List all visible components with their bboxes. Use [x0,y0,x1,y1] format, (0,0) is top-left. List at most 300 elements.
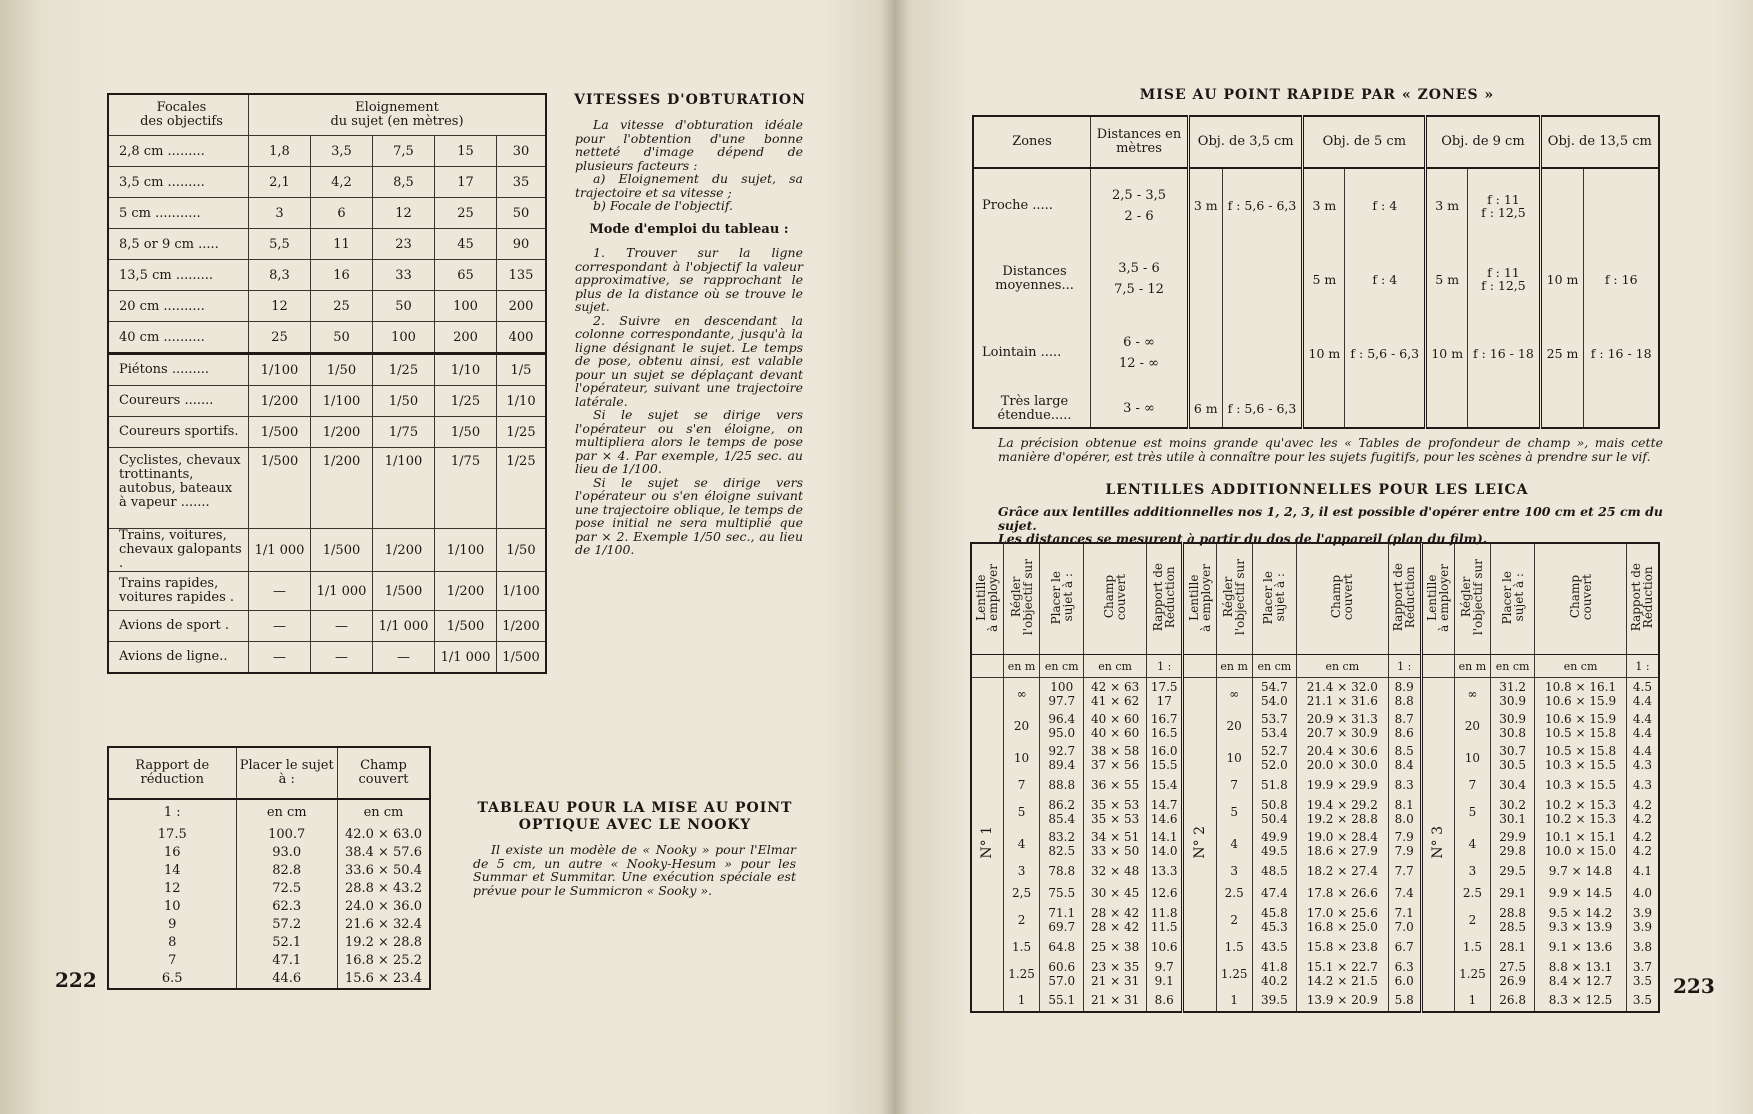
field-cell [1084,990,1147,1012]
ratio-cell [1146,828,1183,860]
speed-cell: 1/25 [435,386,497,417]
field-cell [1084,774,1147,796]
focal-label: 13,5 cm ......... [108,260,249,291]
lentilles-header-row [971,543,1659,655]
field-cell [1084,882,1147,904]
speed-cell: 1/200 [373,529,435,572]
lentilles-header-cell [1535,543,1627,655]
field-value: 28 × 42 [1091,905,1140,920]
focal-label: 3,5 cm ......... [108,167,249,198]
distance-cell: 6 [311,198,373,229]
place-header: Placer le sujet à : [236,747,337,799]
field-cell [1296,882,1388,904]
ratio-value: 6.7 [1394,939,1414,954]
ratio-value: 4.1 [1632,863,1652,878]
speed-cell: 1/75 [435,448,497,529]
distance-cell: 400 [497,322,547,354]
ratio-cell [1146,936,1183,958]
ratio-value: 4.4 [1632,693,1652,708]
reduction-cell: 10 [163,899,181,914]
zones-header-cell: Obj. de 13,5 cm [1540,116,1659,168]
ratio-cell [1626,882,1659,904]
place-value: 54.0 [1261,693,1288,708]
reduction-cell: 6.5 [161,971,183,986]
zone-value [1189,242,1223,316]
zone-distances [1091,390,1189,428]
field-value: 15.8 × 23.8 [1306,939,1378,954]
speed-cell: 1/200 [311,448,373,529]
place-cell [1491,904,1535,936]
unit-cell: en cm [236,799,337,826]
speed-cell: 1/100 [435,529,497,572]
zone-value: f : 4 [1345,168,1426,242]
setting-cell: ∞ [1003,678,1039,710]
ratio-cell [1388,936,1421,958]
field-cell [1296,796,1388,828]
place-cell [1252,882,1296,904]
distance-cell: 7,5 [373,136,435,167]
ratio-cell [1626,904,1659,936]
field-value: 16.8 × 25.0 [1306,919,1378,934]
subject-row [108,448,546,529]
zone-value [1540,168,1584,242]
field-header: Champ couvert [337,747,430,799]
place-value: 92.7 [1048,743,1076,758]
place-value: 40.2 [1261,973,1288,988]
ratio-cell [1626,860,1659,882]
lentilles-header-cell [1454,543,1490,655]
setting-cell: 5 [1454,796,1490,828]
ratio-cell [1146,710,1183,742]
lentilles-row [971,796,1659,828]
subject-row [108,642,546,674]
place-cell [1491,710,1535,742]
vitesses-text: La vitesse d'obturation idéale pour l'obtention d'une bonne netteté d'image dépend de plusieurs facteurs : a) Eloignement du sujet, sa trajectoire et sa vitesse ; b) Focale de l'objectif. Mode d'emploi du tableau : 1. Trouver sur la ligne correspondant à l'objectif la valeur approximative, se rapprochant le plus de la distance où se trouve le sujet. 2. Suivre en descendant la colonne correspondante, jusqu'à la ligne désignant le sujet. Le temps de pose, obtenu ainsi, est valable pour un sujet se déplaçant devant l'opérateur, suivant une trajectoire latérale. Si le sujet se dirige vers l'opérateur ou s'en éloigne, on multipliera alors le temps de pose par × 4. Par exemple, 1/25 sec. au lieu de 1/100. Si le sujet se dirige vers l'opérateur ou s'en éloigne suivant une trajectoire oblique, le temps de pose initial ne sera multiplié que par × 2. Exemple 1/50 sec., au lieu de 1/100. [575,117,803,557]
reduction-cell: 17.5 [157,827,187,842]
unit-cell: en m [1454,655,1490,678]
field-cell [1535,958,1627,990]
distance-cell: 50 [311,322,373,354]
subject-row [108,529,546,572]
zones-header-cell: Zones [973,116,1091,168]
ratio-value: 12.6 [1150,885,1178,900]
speed-cell: 1/100 [497,572,547,611]
ratio-cell [1388,710,1421,742]
field-cell [1084,742,1147,774]
ratio-value: 4.0 [1632,885,1652,900]
place-cell [1491,742,1535,774]
subject-row [108,611,546,642]
place-cell [1491,990,1535,1012]
subject-row [108,417,546,448]
zone-label: Proche ..... [982,197,1053,213]
field-cell [1084,828,1147,860]
subject-label: Trains, voitures, chevaux galopants . [108,529,249,572]
lentilles-row [971,828,1659,860]
place-value: 53.7 [1261,711,1288,726]
field-value: 17.8 × 26.6 [1306,885,1378,900]
reduction-cell: 82.8 [236,862,337,880]
vertical-header: Lentille à employer [1425,563,1452,632]
field-value: 9.5 × 14.2 [1548,905,1613,920]
zone-value: 10 m [1303,316,1345,390]
field-value: 21 × 31 [1091,973,1140,988]
speed-cell: — [311,642,373,674]
ratio-value: 4.3 [1632,757,1652,772]
reduction-cell: 44.6 [236,970,337,989]
ratio-cell [1146,882,1183,904]
distance-cell: 35 [497,167,547,198]
distance-cell: 25 [435,198,497,229]
lentilles-header-cell [1183,543,1216,655]
lens-number [1421,678,1454,1012]
ratio-cell [1626,828,1659,860]
field-value: 34 × 51 [1091,829,1140,844]
vertical-header: Placer le sujet à : [1499,570,1526,625]
ratio-value: 7.9 [1394,843,1414,858]
setting-cell: 5 [1216,796,1252,828]
distance-cell: 65 [435,260,497,291]
reduction-cell: 19.2 × 28.8 [337,934,430,952]
field-value: 17.0 × 25.6 [1306,905,1378,920]
place-cell [1491,678,1535,710]
setting-cell: 3 [1003,860,1039,882]
speed-cell: — [249,642,311,674]
lentilles-row [971,958,1659,990]
zone-value: f : 16 - 18 [1584,316,1659,390]
place-value: 45.3 [1261,919,1288,934]
place-value: 29.5 [1499,863,1526,878]
ratio-value: 8.7 [1394,711,1414,726]
speed-cell: 1/200 [435,572,497,611]
ratio-cell [1388,796,1421,828]
page-number-left: 222 [55,968,97,992]
place-cell [1252,904,1296,936]
place-value: 26.9 [1499,973,1526,988]
ratio-value: 8.4 [1394,757,1414,772]
field-cell [1084,678,1147,710]
zone-value: f : 4 [1345,242,1426,316]
place-cell [1252,678,1296,710]
distance-cell: 200 [497,291,547,322]
speed-cell: 1/1 000 [311,572,373,611]
field-cell [1084,860,1147,882]
ratio-value: 5.8 [1394,993,1414,1007]
setting-cell: 1.5 [1454,936,1490,958]
distance-cell: 3,5 [311,136,373,167]
setting-cell: 10 [1216,742,1252,774]
distance-cell: 200 [435,322,497,354]
ratio-value: 15.5 [1150,757,1178,772]
place-value: 30.1 [1499,811,1526,826]
setting-cell: 20 [1454,710,1490,742]
setting-cell: 3 [1454,860,1490,882]
zone-value: 6 m [1189,390,1223,428]
unit-cell: en m [1216,655,1252,678]
field-value: 14.2 × 21.5 [1306,973,1378,988]
ratio-value: 4.2 [1632,829,1652,844]
distance-cell: 23 [373,229,435,260]
page-number-right: 223 [1673,974,1715,998]
field-cell [1296,936,1388,958]
ratio-value: 6.3 [1394,959,1414,974]
place-value: 53.4 [1261,725,1288,740]
reduction-cell: 93.0 [236,844,337,862]
ratio-value: 4.4 [1632,725,1652,740]
place-value: 30.7 [1499,743,1526,758]
speed-cell: 1/100 [373,448,435,529]
ratio-cell [1146,774,1183,796]
ratio-cell [1626,710,1659,742]
lens-label: N° 2 [1192,826,1208,860]
place-cell [1040,904,1084,936]
place-value: 30.9 [1499,693,1526,708]
focal-row [108,198,546,229]
place-value: 28.5 [1499,919,1526,934]
setting-cell: 10 [1003,742,1039,774]
lentilles-row [971,904,1659,936]
vertical-header: Champ couvert [1567,574,1594,621]
field-value: 10.3 × 15.5 [1544,757,1617,772]
shutter-speed-table [107,93,547,674]
reduction-cell: 47.1 [236,952,337,970]
place-cell [1040,860,1084,882]
ratio-cell [1626,936,1659,958]
zones-header-cell: Obj. de 5 cm [1303,116,1426,168]
unit-cell [1183,655,1216,678]
distance-cell: 100 [373,322,435,354]
lentilles-header-cell [1421,543,1454,655]
field-cell [1084,936,1147,958]
reduction-cell: 16 [163,845,181,860]
place-cell [1040,678,1084,710]
ratio-value: 13.3 [1150,863,1178,878]
field-cell [1535,828,1627,860]
ratio-value: 8.9 [1394,679,1414,694]
subject-label: Piétons ......... [108,354,249,386]
focal-row [108,291,546,322]
ratio-value: 8.6 [1154,993,1174,1007]
ratio-value: 7.4 [1394,885,1414,900]
focal-row [108,229,546,260]
field-value: 38 × 58 [1091,743,1140,758]
reduction-cell: 24.0 × 36.0 [337,898,430,916]
place-value: 26.8 [1499,993,1526,1007]
field-cell [1535,904,1627,936]
speed-cell: 1/25 [373,354,435,386]
speed-cell: — [249,572,311,611]
place-cell [1252,860,1296,882]
unit-cell: en cm [1252,655,1296,678]
distance-cell: 4,2 [311,167,373,198]
table-row [108,970,430,989]
distance-header: Eloignement du sujet (en mètres) [249,94,547,136]
vertical-header: Placer le sujet à : [1261,570,1288,625]
field-value: 10.2 × 15.3 [1544,811,1617,826]
place-cell [1040,774,1084,796]
speed-cell: 1/5 [497,354,547,386]
lentilles-header-cell [1491,543,1535,655]
ratio-cell [1388,860,1421,882]
distance-range: 3,5 - 6 [1118,261,1160,276]
unit-cell: en cm [337,799,430,826]
table-row [108,934,430,952]
zones-header-cell: Obj. de 3,5 cm [1189,116,1303,168]
vitesses-title: VITESSES D'OBTURATION [574,92,806,108]
setting-cell: 2.5 [1454,882,1490,904]
field-value: 20.9 × 31.3 [1306,711,1378,726]
field-value: 35 × 53 [1091,811,1140,826]
field-value: 10.2 × 15.3 [1544,797,1617,812]
distance-range: 6 - ∞ [1123,335,1155,350]
ratio-value: 3.9 [1632,905,1652,920]
zone-value: f : 16 - 18 [1468,316,1541,390]
reduction-cell: 100.7 [236,826,337,844]
field-value: 13.9 × 20.9 [1306,993,1378,1007]
setting-cell: 1.25 [1003,958,1039,990]
zone-value: f : 5,6 - 6,3 [1222,168,1303,242]
field-value: 18.6 × 27.9 [1306,843,1378,858]
ratio-cell [1146,796,1183,828]
setting-cell: 2 [1216,904,1252,936]
ratio-value: 10.6 [1150,939,1178,954]
field-value: 10.1 × 15.1 [1544,829,1617,844]
lentilles-row [971,774,1659,796]
place-value: 95.0 [1048,725,1076,740]
field-cell [1535,882,1627,904]
subject-label: Trains rapides, voitures rapides . [108,572,249,611]
place-cell [1040,882,1084,904]
zone-row [973,390,1659,428]
unit-cell: en cm [1296,655,1388,678]
reduction-cell: 33.6 × 50.4 [337,862,430,880]
ratio-value: 4.2 [1632,797,1652,812]
place-cell [1491,882,1535,904]
field-value: 25 × 38 [1091,939,1140,954]
place-value: 71.1 [1048,905,1076,920]
field-value: 21.4 × 32.0 [1306,679,1378,694]
place-cell [1040,796,1084,828]
place-value: 85.4 [1048,811,1076,826]
subject-label: Avions de ligne.. [108,642,249,674]
zone-label: Lointain ..... [982,345,1062,360]
table-row [108,916,430,934]
ratio-value: 8.1 [1394,797,1414,812]
unit-cell: en cm [1535,655,1627,678]
speed-cell: — [373,642,435,674]
zone-value [1540,390,1584,428]
setting-cell: ∞ [1216,678,1252,710]
ratio-value: 7.0 [1394,919,1414,934]
zone-value [1468,390,1541,428]
setting-cell: 20 [1003,710,1039,742]
speed-cell: — [249,611,311,642]
ratio-value: 7.1 [1394,905,1414,920]
place-cell [1491,828,1535,860]
ratio-value: 11.8 [1150,905,1178,920]
field-cell [1084,796,1147,828]
focal-row [108,260,546,291]
place-value: 100 [1050,679,1074,694]
zones-title: MISE AU POINT RAPIDE PAR « ZONES » [1139,87,1495,103]
place-cell [1040,742,1084,774]
speed-cell: 1/50 [497,529,547,572]
place-value: 75.5 [1048,885,1076,900]
table-row [108,880,430,898]
field-value: 19.4 × 29.2 [1306,797,1378,812]
ratio-value: 3.5 [1632,973,1652,988]
field-cell [1535,742,1627,774]
field-value: 23 × 35 [1091,959,1140,974]
zones-note: La précision obtenue est moins grande qu'avec les « Tables de profondeur de champ », mais cette manière d'opérer, est très utile à connaître pour les sujets fugitifs, pour les scènes à prendre sur le vif. [998,435,1663,464]
ratio-value: 16.5 [1150,725,1178,740]
ratio-value: 14.0 [1150,843,1178,858]
field-value: 35 × 53 [1091,797,1140,812]
table-row [108,826,430,844]
place-value: 29.8 [1499,843,1526,858]
ratio-cell [1388,990,1421,1012]
field-cell [1296,990,1388,1012]
place-cell [1252,796,1296,828]
zone-value: 3 m [1426,168,1468,242]
field-value: 20.7 × 30.9 [1306,725,1378,740]
place-cell [1491,860,1535,882]
place-cell [1040,990,1084,1012]
ratio-value: 4.2 [1632,811,1652,826]
place-value: 83.2 [1048,829,1076,844]
zone-value: f : 11 f : 12,5 [1468,242,1541,316]
place-value: 30.5 [1499,757,1526,772]
subject-row [108,386,546,417]
unit-cell [971,655,1003,678]
setting-cell: 1.5 [1003,936,1039,958]
place-value: 29.1 [1499,885,1526,900]
lentilles-header-cell [1084,543,1147,655]
zone-distances [1091,242,1189,316]
field-value: 37 × 56 [1091,757,1140,772]
speed-cell: 1/1 000 [435,642,497,674]
distance-cell: 30 [497,136,547,167]
unit-cell: 1 : [1626,655,1659,678]
place-value: 97.7 [1048,693,1076,708]
field-value: 10.3 × 15.5 [1544,777,1617,792]
place-value: 50.4 [1261,811,1288,826]
subject-label: Avions de sport . [108,611,249,642]
setting-cell: 4 [1454,828,1490,860]
lentilles-header-cell [971,543,1003,655]
vertical-header: Rapport de Réduction [1391,563,1418,632]
focal-label: 8,5 or 9 cm ..... [108,229,249,260]
place-value: 28.8 [1499,905,1526,920]
lentilles-header-cell [1003,543,1039,655]
field-cell [1296,710,1388,742]
zone-distances [1091,316,1189,390]
zone-row [973,168,1659,242]
zone-value [1584,168,1659,242]
zone-row [973,242,1659,316]
field-value: 36 × 55 [1091,777,1140,792]
zone-value [1426,390,1468,428]
field-value: 33 × 50 [1091,843,1140,858]
field-value: 10.5 × 15.8 [1544,725,1617,740]
ratio-cell [1146,678,1183,710]
distance-cell: 2,1 [249,167,311,198]
ratio-value: 9.7 [1154,959,1174,974]
zone-value: f : 5,6 - 6,3 [1345,316,1426,390]
speed-cell: 1/10 [435,354,497,386]
field-cell [1084,958,1147,990]
reduction-cell: 15.6 × 23.4 [337,970,430,989]
